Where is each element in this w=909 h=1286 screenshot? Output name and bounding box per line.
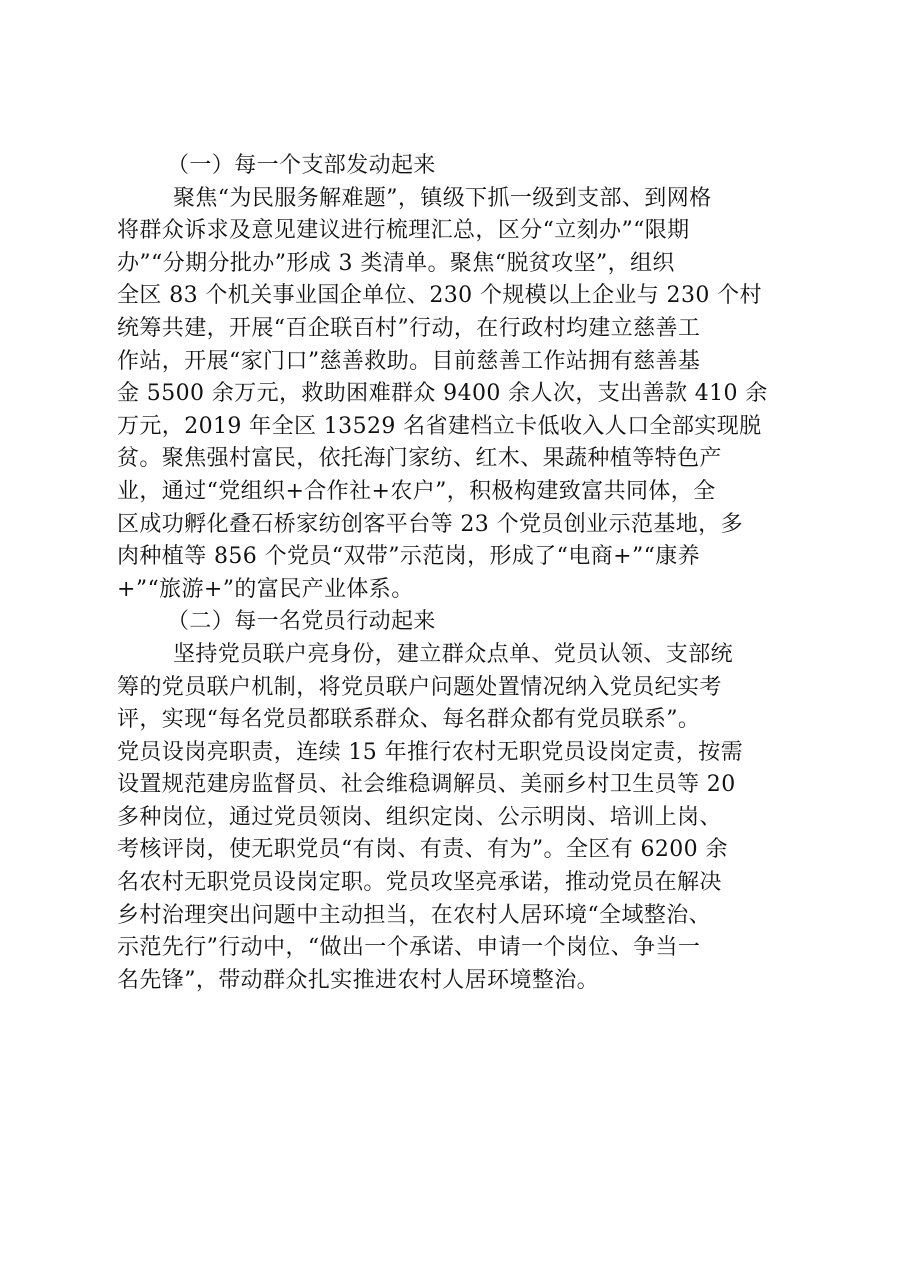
paragraph-line: 办”“分期分批办”形成 3 类清单。聚焦“脱贫攻坚”，组织 (117, 250, 675, 276)
paragraph-line: 名农村无职党员设岗定职。党员攻坚亮承诺，推动党员在解决 (117, 870, 722, 896)
paragraph-line: 贫。聚焦强村富民，依托海门家纺、红木、果蔬种植等特色产 (117, 446, 722, 472)
paragraph-line: 坚持党员联户亮身份，建立群众点单、党员认领、支部统 (173, 641, 734, 667)
paragraph-line: 作站，开展“家门口”慈善救助。目前慈善工作站拥有慈善基 (117, 348, 701, 374)
paragraph-line: 名先锋”，带动群众扎实推进农村人居环境整治。 (117, 967, 600, 993)
paragraph-line: 设置规范建房监督员、社会维稳调解员、美丽乡村卫生员等 20 (117, 772, 736, 798)
paragraph-line: 聚焦“为民服务解难题”，镇级下抓一级到支部、到网格 (173, 185, 712, 211)
paragraph-line: 业，通过“党组织+合作社+农户”，积极构建致富共同体，全 (117, 478, 716, 504)
paragraph-line: +”“旅游+”的富民产业体系。 (117, 576, 414, 602)
paragraph-line: 评，实现“每名党员都联系群众、每名群众都有党员联系”。 (117, 707, 701, 733)
document-body (117, 150, 799, 997)
paragraph-line: 多种岗位，通过党员领岗、组织定岗、公示明岗、培训上岗、 (117, 804, 722, 830)
paragraph-line: 乡村治理突出问题中主动担当，在农村人居环境“全域整治、 (117, 902, 712, 928)
paragraph-line: 统筹共建，开展“百企联百村”行动，在行政村均建立慈善工 (117, 315, 701, 341)
paragraph-line: 将群众诉求及意见建议进行梳理汇总，区分“立刻办”“限期 (117, 218, 690, 244)
paragraph-line: 党员设岗亮职责，连续 15 年推行农村无职党员设岗定责，按需 (117, 739, 743, 765)
section-heading: （一）每一个支部发动起来 (167, 153, 436, 178)
paragraph-line: 万元，2019 年全区 13529 名省建档立卡低收入人口全部实现脱 (117, 413, 762, 439)
paragraph-line: 全区 83 个机关事业国企单位、230 个规模以上企业与 230 个村 (117, 283, 762, 309)
paragraph-line: 肉种植等 856 个党员“双带”示范岗，形成了“电商+”“康养 (117, 544, 701, 570)
paragraph-line: 考核评岗，使无职党员“有岗、有责、有为”。全区有 6200 余 (117, 837, 728, 863)
paragraph-line: 示范先行”行动中，“做出一个承诺、申请一个岗位、争当一 (117, 935, 701, 961)
paragraph-line: 区成功孵化叠石桥家纺创客平台等 23 个党员创业示范基地，多 (117, 511, 743, 537)
section-heading: （二）每一名党员行动起来 (167, 609, 436, 635)
paragraph-line: 金 5500 余万元，救助困难群众 9400 余人次，支出善款 410 余 (117, 381, 768, 407)
paragraph-line: 筹的党员联户机制，将党员联户问题处置情况纳入党员纪实考 (117, 674, 722, 700)
